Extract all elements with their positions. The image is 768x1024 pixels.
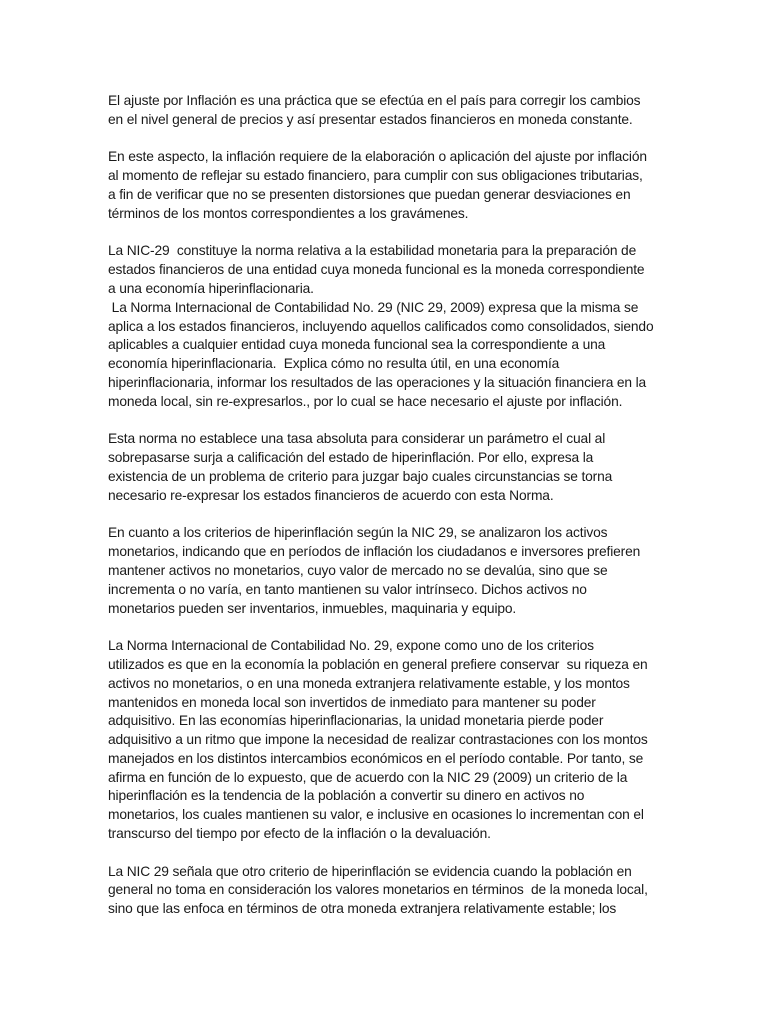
text-line: La Norma Internacional de Contabilidad No. 29 (NIC 29, 2009) expresa que la misma se — [108, 299, 639, 315]
paragraph — [108, 524, 664, 618]
text-line: sobrepasarse surja a calificación del estado de hiperinflación. Por ello, expresa la — [108, 450, 594, 466]
text-line: estados financieros de una entidad cuya moneda funcional es la moneda correspondiente — [108, 262, 645, 278]
text-line: En este aspecto, la inflación requiere de la elaboración o aplicación del ajuste por inflación — [108, 149, 647, 165]
text-line: necesario re-expresar los estados financieros de acuerdo con esta Norma. — [108, 487, 554, 503]
text-line: economía hiperinflacionaria. Explica cómo no resulta útil, en una economía — [108, 356, 560, 372]
text-line: a fin de verificar que no se presenten distorsiones que puedan generar desviaciones en — [108, 186, 631, 202]
text-line: hiperinflación es la tendencia de la población a convertir su dinero en activos no — [108, 788, 585, 804]
text-line: La Norma Internacional de Contabilidad No. 29, expone como uno de los criterios — [108, 638, 594, 654]
text-line: a una economía hiperinflacionaria. — [108, 280, 314, 296]
text-line: adquisitivo. En las economías hiperinflacionarias, la unidad monetaria pierde poder — [108, 713, 604, 729]
text-line: aplica a los estados financieros, incluyendo aquellos calificados como consolidados, siendo — [108, 318, 654, 334]
text-line: hiperinflacionaria, informar los resultados de las operaciones y la situación financiera en la — [108, 374, 647, 390]
text-line: monetarios, indicando que en períodos de inflación los ciudadanos e inversores prefieren — [108, 544, 641, 560]
text-line: La NIC 29 señala que otro criterio de hiperinflación se evidencia cuando la población en — [108, 863, 632, 879]
text-line: mantenidos en moneda local son invertidos de inmediato para mantener su poder — [108, 694, 596, 710]
text-line: monetarios, los cuales mantienen su valor, e inclusive en ocasiones lo incrementan con el — [108, 807, 644, 823]
text-line: activos no monetarios, o en una moneda extranjera relativamente estable, y los montos — [108, 675, 630, 691]
text-line: monetarios pueden ser inventarios, inmuebles, maquinaria y equipo. — [108, 600, 517, 616]
paragraph — [108, 637, 664, 844]
text-line: manejados en los distintos intercambios económicos en el período contable. Por tanto, se — [108, 750, 644, 766]
text-line: al momento de reflejar su estado financiero, para cumplir con sus obligaciones tributarias, — [108, 168, 643, 184]
paragraph — [108, 242, 664, 411]
text-line: El ajuste por Inflación es una práctica que se efectúa en el país para corregir los cambios — [108, 93, 641, 108]
text-line: sino que las enfoca en términos de otra moneda extranjera relativamente estable; los — [108, 901, 617, 917]
document-page — [108, 92, 664, 938]
text-line: mantener activos no monetarios, cuyo valor de mercado no se devalúa, sino que se — [108, 562, 608, 578]
text-line: transcurso del tiempo por efecto de la inflación o la devaluación. — [108, 826, 491, 842]
text-line: términos de los montos correspondientes a los gravámenes. — [108, 205, 469, 221]
text-line: aplicables a cualquier entidad cuya moneda funcional sea la correspondiente a una — [108, 337, 606, 353]
text-line: adquisitivo a un ritmo que impone la necesidad de realizar contrastaciones con los montos — [108, 732, 648, 748]
paragraph — [108, 863, 664, 919]
text-line: existencia de un problema de criterio para juzgar bajo cuales circunstancias se torna — [108, 468, 613, 484]
text-line: utilizados es que en la economía la población en general prefiere conservar su riqueza en — [108, 656, 648, 672]
text-line: en el nivel general de precios y así presentar estados financieros en moneda constante. — [108, 111, 633, 127]
text-line: La NIC-29 constituye la norma relativa a la estabilidad monetaria para la preparación de — [108, 243, 637, 259]
paragraph — [108, 92, 664, 130]
text-line: Esta norma no establece una tasa absoluta para considerar un parámetro el cual al — [108, 431, 606, 447]
paragraph — [108, 148, 664, 223]
paragraph — [108, 430, 664, 505]
text-line: En cuanto a los criterios de hiperinflación según la NIC 29, se analizaron los activos — [108, 525, 608, 541]
text-line: moneda local, sin re-expresarlos., por lo cual se hace necesario el ajuste por inflación. — [108, 393, 623, 409]
text-line: afirma en función de lo expuesto, que de acuerdo con la NIC 29 (2009) un criterio de la — [108, 769, 628, 785]
text-line: general no toma en consideración los valores monetarios en términos de la moneda local, — [108, 882, 648, 898]
text-line: incrementa o no varía, en tanto mantienen su valor intrínseco. Dichos activos no — [108, 581, 587, 597]
